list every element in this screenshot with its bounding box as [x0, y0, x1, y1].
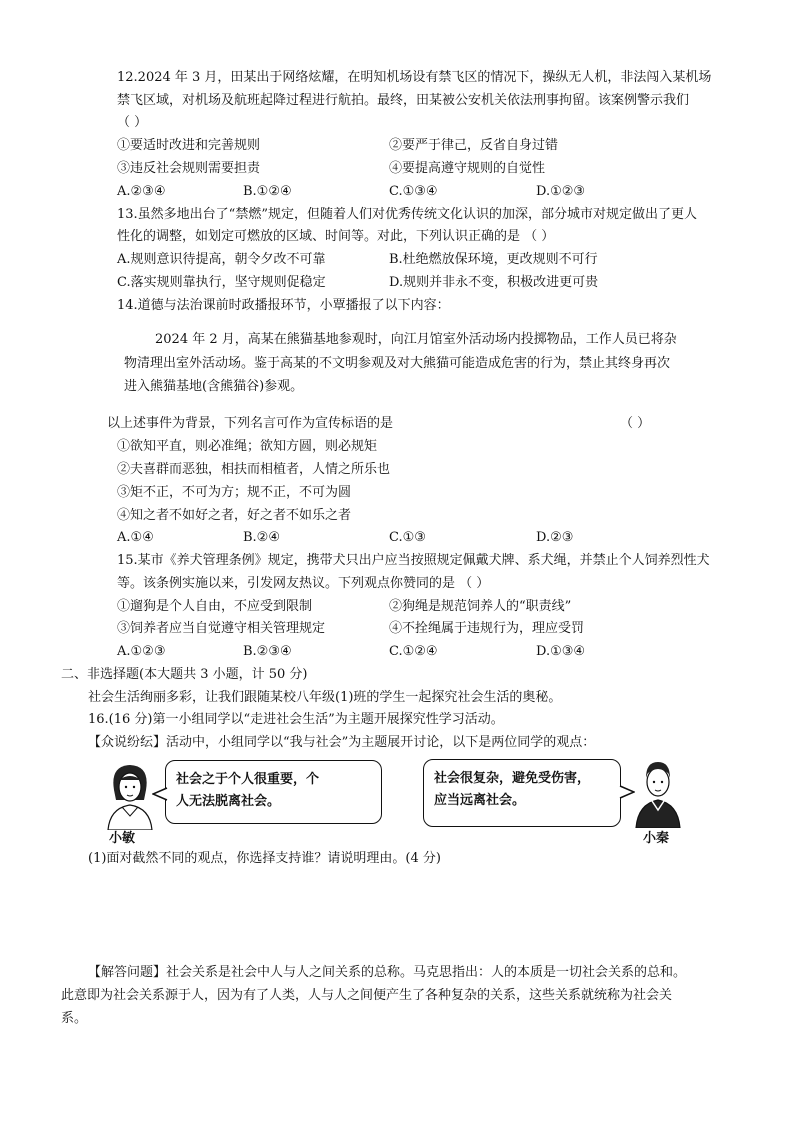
q16-sub1: (1)面对截然不同的观点，你选择支持谁？请说明理由。(4 分) [88, 851, 441, 866]
q12-answer-paren: （ ） [117, 115, 148, 130]
q15-item-4: ④不拴绳属于违规行为，理应受罚 [389, 621, 585, 636]
q14-material-line1: 2024 年 2 月，高某在熊猫基地参观时，向江月馆室外活动场内投掷物品，工作人员已将杂 [155, 332, 677, 347]
q14-choice-a: A.①④ [117, 530, 154, 545]
q14-stem: 14.道德与法治课前时政播报环节，小覃播报了以下内容： [117, 298, 450, 313]
q16-discussion-intro: 【众说纷纭】活动中，小组同学以“我与社会”为主题展开讨论，以下是两位同学的观点： [88, 735, 596, 750]
student-boy-illustration [630, 756, 686, 828]
q15-item-1: ①遛狗是个人自由，不应受到限制 [117, 599, 313, 614]
right-bubble-line2: 应当远离社会。 [434, 793, 526, 808]
q12-choice-b: B.①②④ [243, 184, 292, 199]
q14-answer-paren: （ ） [620, 416, 651, 431]
q12-choice-d: D.①②③ [536, 184, 586, 199]
q15-stem-line2: 等。该条例实施以来，引发网友热议。下列观点你赞同的是 （ ） [117, 576, 490, 591]
q14-item-1: ①欲知平直，则必准绳；欲知方圆，则必规矩 [117, 439, 378, 454]
q12-choice-c: C.①③④ [389, 184, 438, 199]
left-speech-bubble [165, 760, 382, 824]
q14-item-3: ③矩不正，不可为方；规不正，不可为圆 [117, 485, 352, 500]
q12-choice-a: A.②③④ [117, 184, 166, 199]
left-bubble-line2: 人无法脱离社会。 [176, 794, 281, 809]
q15-item-2: ②狗绳是规范饲养人的“职责线” [389, 599, 572, 614]
student-girl-illustration [100, 760, 160, 830]
q14-choice-b: B.②④ [243, 530, 280, 545]
right-student-name: 小秦 [643, 831, 670, 846]
q14-question: 以上述事件为背景，下列名言可作为宣传标语的是 [107, 416, 394, 431]
q15-choice-c: C.①②④ [389, 644, 438, 659]
left-student-name: 小敏 [109, 831, 136, 846]
q13-choice-d: D.规则并非永不变，积极改进更可贵 [389, 275, 599, 290]
q14-material-line3: 进入熊猫基地(含熊猫谷)参观。 [124, 379, 304, 394]
q12-item-4: ④要提高遵守规则的自觉性 [389, 161, 546, 176]
right-speech-bubble [423, 759, 621, 827]
q12-item-1: ①要适时改进和完善规则 [117, 138, 261, 153]
q15-choice-b: B.②③④ [243, 644, 292, 659]
q13-stem-line1: 13.虽然多地出台了“禁燃”规定，但随着人们对优秀传统文化认识的加深，部分城市对规定做出了更人 [117, 207, 697, 222]
q15-choice-d: D.①③④ [536, 644, 586, 659]
section2-intro: 社会生活绚丽多彩，让我们跟随某校八年级(1)班的学生一起探究社会生活的奥秘。 [88, 690, 562, 705]
section2-title: 二、非选择题(本大题共 3 小题，计 50 分) [61, 667, 308, 682]
jieda-line2: 此意即为社会关系源于人，因为有了人类，人与人之间便产生了各种复杂的关系，这些关系就统称为社会关 [61, 988, 673, 1003]
q16-stem: 16.(16 分)第一小组同学以“走进社会生活”为主题开展探究性学习活动。 [88, 712, 504, 727]
q12-item-2: ②要严于律己，反省自身过错 [389, 138, 559, 153]
q13-stem-line2: 性化的调整，如划定可燃放的区域、时间等。对此，下列认识正确的是 （ ） [117, 229, 555, 244]
q14-choice-c: C.①③ [389, 530, 426, 545]
right-bubble-line1: 社会很复杂，避免受伤害， [434, 771, 591, 786]
q12-stem-line2: 禁飞区域，对机场及航班起降过程进行航拍。最终，田某被公安机关依法刑事拘留。该案例警示我们 [117, 93, 690, 108]
left-bubble-tail [152, 786, 168, 802]
jieda-line3: 系。 [61, 1011, 88, 1026]
q13-choice-c: C.落实规则靠执行，坚守规则促稳定 [117, 275, 326, 290]
left-bubble-line1: 社会之于个人很重要，个 [176, 772, 320, 787]
q13-choice-a: A.规则意识待提高，朝令夕改不可靠 [117, 252, 326, 267]
q15-stem-line1: 15.某市《养犬管理条例》规定，携带犬只出户应当按照规定佩戴犬牌、系犬绳，并禁止个人饲养烈性犬 [117, 553, 710, 568]
q14-item-4: ④知之者不如好之者，好之者不如乐之者 [117, 508, 352, 523]
q15-choice-a: A.①②③ [117, 644, 166, 659]
q12-stem-line1: 12.2024 年 3 月，田某出于网络炫耀，在明知机场设有禁飞区的情况下，操纵无人机，非法闯入某机场 [117, 70, 712, 85]
q13-choice-b: B.杜绝燃放保环境，更改规则不可行 [389, 252, 598, 267]
q12-item-3: ③违反社会规则需要担责 [117, 161, 261, 176]
jieda-line1: 【解答问题】社会关系是社会中人与人之间关系的总称。马克思指出：人的本质是一切社会关系的总和。 [88, 965, 687, 980]
q14-material-line2: 物清理出室外活动场。鉴于高某的不文明参观及对大熊猫可能造成危害的行为，禁止其终身再次 [124, 356, 671, 371]
q14-item-2: ②夫喜群而恶独，相扶而相植者，人情之所乐也 [117, 462, 391, 477]
q14-choice-d: D.②③ [536, 530, 574, 545]
q15-item-3: ③饲养者应当自觉遵守相关管理规定 [117, 621, 326, 636]
